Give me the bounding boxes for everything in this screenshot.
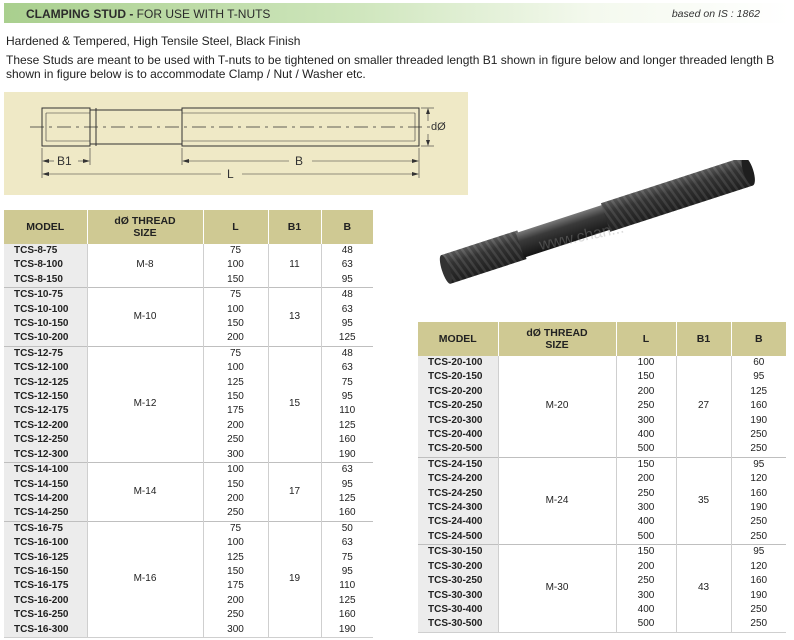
length-cell: 400	[616, 603, 676, 617]
model-cell: TCS-20-400	[418, 428, 498, 442]
table-row	[418, 356, 786, 370]
model-cell: TCS-14-200	[4, 492, 87, 506]
label-l: L	[227, 167, 234, 181]
usage-description: These Studs are meant to be used with T-nuts to be tightened on smaller threaded length B1 shown in figure below and longer threaded length B shown in figure below is to accommodate Clamp / Nut / Washer etc.	[6, 53, 775, 81]
b-cell: 190	[731, 589, 786, 603]
b-cell: 75	[321, 551, 373, 565]
thread-size-cell: M-24	[498, 457, 616, 544]
model-cell: TCS-24-500	[418, 530, 498, 545]
length-cell: 150	[203, 565, 268, 579]
model-cell: TCS-10-200	[4, 331, 87, 346]
model-cell: TCS-16-175	[4, 579, 87, 593]
length-cell: 100	[203, 303, 268, 317]
b1-cell: 35	[676, 457, 731, 544]
table-row	[418, 545, 786, 560]
model-cell: TCS-12-175	[4, 404, 87, 418]
col-header-b: B	[321, 210, 373, 244]
model-cell: TCS-14-250	[4, 506, 87, 521]
b1-cell: 43	[676, 545, 731, 632]
length-cell: 100	[203, 361, 268, 375]
length-cell: 150	[616, 545, 676, 560]
b-cell: 250	[731, 515, 786, 529]
length-cell: 150	[203, 390, 268, 404]
b-cell: 250	[731, 428, 786, 442]
model-cell: TCS-12-200	[4, 419, 87, 433]
length-cell: 200	[203, 419, 268, 433]
b-cell: 125	[321, 419, 373, 433]
thread-size-cell: M-16	[87, 521, 203, 637]
stud-diagram	[4, 92, 468, 195]
length-cell: 500	[616, 442, 676, 457]
photo-watermark: www.chan...	[537, 219, 626, 255]
model-cell: TCS-8-100	[4, 258, 87, 272]
b-cell: 250	[731, 603, 786, 617]
thread-size-cell: M-12	[87, 346, 203, 462]
thread-size-cell: M-30	[498, 545, 616, 632]
model-cell: TCS-10-150	[4, 317, 87, 331]
b-cell: 48	[321, 244, 373, 258]
b-cell: 120	[731, 560, 786, 574]
table-row	[418, 457, 786, 472]
b-cell: 190	[731, 501, 786, 515]
label-diameter: dØ	[431, 121, 446, 133]
length-cell: 125	[203, 551, 268, 565]
model-cell: TCS-12-150	[4, 390, 87, 404]
model-cell: TCS-30-200	[418, 560, 498, 574]
b-cell: 50	[321, 521, 373, 536]
b1-cell: 17	[268, 463, 321, 522]
model-cell: TCS-24-250	[418, 487, 498, 501]
thread-size-cell: M-8	[87, 244, 203, 288]
table-row	[4, 521, 373, 536]
b-cell: 125	[321, 492, 373, 506]
model-cell: TCS-12-75	[4, 346, 87, 361]
label-b: B	[295, 154, 304, 168]
length-cell: 100	[203, 463, 268, 478]
title-main: CLAMPING STUD -	[26, 7, 134, 21]
model-cell: TCS-16-150	[4, 565, 87, 579]
b-cell: 250	[731, 530, 786, 545]
model-cell: TCS-12-250	[4, 433, 87, 447]
length-cell: 500	[616, 530, 676, 545]
length-cell: 200	[616, 560, 676, 574]
b-cell: 63	[321, 258, 373, 272]
b1-cell: 13	[268, 288, 321, 347]
b-cell: 48	[321, 288, 373, 303]
b-cell: 190	[321, 623, 373, 638]
length-cell: 75	[203, 346, 268, 361]
model-cell: TCS-24-400	[418, 515, 498, 529]
length-cell: 75	[203, 244, 268, 258]
length-cell: 200	[203, 331, 268, 346]
length-cell: 250	[616, 487, 676, 501]
length-cell: 150	[203, 478, 268, 492]
length-cell: 300	[616, 501, 676, 515]
length-cell: 200	[203, 492, 268, 506]
col-header-l: L	[203, 210, 268, 244]
thread-size-cell: M-20	[498, 356, 616, 457]
length-cell: 200	[616, 472, 676, 486]
model-cell: TCS-12-125	[4, 376, 87, 390]
model-cell: TCS-12-300	[4, 448, 87, 463]
b-cell: 160	[731, 574, 786, 588]
model-cell: TCS-8-75	[4, 244, 87, 258]
model-cell: TCS-20-300	[418, 414, 498, 428]
length-cell: 500	[616, 617, 676, 632]
length-cell: 150	[616, 457, 676, 472]
b1-cell: 15	[268, 346, 321, 462]
b-cell: 63	[321, 463, 373, 478]
table-row	[4, 244, 373, 258]
length-cell: 300	[616, 414, 676, 428]
b-cell: 63	[321, 536, 373, 550]
b-cell: 160	[321, 506, 373, 521]
b-cell: 125	[321, 331, 373, 346]
model-cell: TCS-30-400	[418, 603, 498, 617]
length-cell: 150	[203, 317, 268, 331]
b-cell: 110	[321, 579, 373, 593]
b1-cell: 27	[676, 356, 731, 457]
length-cell: 300	[203, 623, 268, 638]
model-cell: TCS-24-200	[418, 472, 498, 486]
model-cell: TCS-16-100	[4, 536, 87, 550]
b-cell: 190	[731, 414, 786, 428]
table-row	[4, 463, 373, 478]
length-cell: 300	[203, 448, 268, 463]
col-header-l: L	[616, 322, 676, 356]
length-cell: 100	[203, 258, 268, 272]
col-header-model: MODEL	[4, 210, 87, 244]
length-cell: 150	[616, 370, 676, 384]
model-cell: TCS-30-500	[418, 617, 498, 632]
table-row	[4, 288, 373, 303]
b-cell: 95	[731, 457, 786, 472]
length-cell: 100	[203, 536, 268, 550]
length-cell: 400	[616, 428, 676, 442]
b1-cell: 19	[268, 521, 321, 637]
model-cell: TCS-10-75	[4, 288, 87, 303]
model-cell: TCS-16-200	[4, 594, 87, 608]
length-cell: 175	[203, 404, 268, 418]
length-cell: 150	[203, 273, 268, 288]
b-cell: 160	[321, 433, 373, 447]
model-cell: TCS-14-100	[4, 463, 87, 478]
length-cell: 100	[616, 356, 676, 370]
spec-table-right	[418, 322, 786, 633]
spec-table-left	[4, 210, 373, 638]
b-cell: 190	[321, 448, 373, 463]
model-cell: TCS-8-150	[4, 273, 87, 288]
model-cell: TCS-20-200	[418, 385, 498, 399]
thread-size-cell: M-10	[87, 288, 203, 347]
model-cell: TCS-16-125	[4, 551, 87, 565]
b-cell: 95	[321, 317, 373, 331]
col-header-model: MODEL	[418, 322, 498, 356]
b-cell: 110	[321, 404, 373, 418]
b-cell: 160	[731, 399, 786, 413]
b-cell: 95	[731, 545, 786, 560]
model-cell: TCS-30-150	[418, 545, 498, 560]
label-b1: B1	[57, 154, 72, 168]
length-cell: 250	[616, 399, 676, 413]
b-cell: 95	[321, 390, 373, 404]
b-cell: 125	[731, 385, 786, 399]
stud-photo	[418, 160, 773, 285]
length-cell: 250	[203, 433, 268, 447]
length-cell: 125	[203, 376, 268, 390]
length-cell: 75	[203, 521, 268, 536]
b-cell: 63	[321, 361, 373, 375]
length-cell: 200	[203, 594, 268, 608]
model-cell: TCS-20-100	[418, 356, 498, 370]
b-cell: 95	[321, 478, 373, 492]
material-description: Hardened & Tempered, High Tensile Steel, Black Finish	[6, 34, 301, 48]
col-header-b1: B1	[268, 210, 321, 244]
b-cell: 250	[731, 442, 786, 457]
b-cell: 60	[731, 356, 786, 370]
length-cell: 75	[203, 288, 268, 303]
model-cell: TCS-20-150	[418, 370, 498, 384]
model-cell: TCS-14-150	[4, 478, 87, 492]
col-header-thread: dØ THREAD SIZE	[498, 322, 616, 356]
length-cell: 200	[616, 385, 676, 399]
length-cell: 250	[203, 506, 268, 521]
model-cell: TCS-24-150	[418, 457, 498, 472]
model-cell: TCS-24-300	[418, 501, 498, 515]
b-cell: 160	[321, 608, 373, 622]
b-cell: 63	[321, 303, 373, 317]
b-cell: 95	[731, 370, 786, 384]
model-cell: TCS-16-250	[4, 608, 87, 622]
model-cell: TCS-30-300	[418, 589, 498, 603]
length-cell: 250	[203, 608, 268, 622]
model-cell: TCS-20-250	[418, 399, 498, 413]
col-header-b1: B1	[676, 322, 731, 356]
b-cell: 75	[321, 376, 373, 390]
b-cell: 125	[321, 594, 373, 608]
model-cell: TCS-12-100	[4, 361, 87, 375]
b-cell: 48	[321, 346, 373, 361]
title-suffix: FOR USE WITH T-NUTS	[133, 7, 271, 21]
model-cell: TCS-16-300	[4, 623, 87, 638]
length-cell: 175	[203, 579, 268, 593]
b-cell: 160	[731, 487, 786, 501]
b-cell: 250	[731, 617, 786, 632]
length-cell: 300	[616, 589, 676, 603]
model-cell: TCS-16-75	[4, 521, 87, 536]
table-row	[4, 346, 373, 361]
col-header-thread: dØ THREAD SIZE	[87, 210, 203, 244]
length-cell: 250	[616, 574, 676, 588]
model-cell: TCS-10-100	[4, 303, 87, 317]
thread-size-cell: M-14	[87, 463, 203, 522]
page-title	[26, 7, 270, 21]
col-header-b: B	[731, 322, 786, 356]
length-cell: 400	[616, 515, 676, 529]
b1-cell: 11	[268, 244, 321, 288]
b-cell: 95	[321, 273, 373, 288]
b-cell: 120	[731, 472, 786, 486]
model-cell: TCS-20-500	[418, 442, 498, 457]
standard-reference: based on IS : 1862	[671, 8, 760, 20]
b-cell: 95	[321, 565, 373, 579]
header-bar	[4, 3, 790, 23]
model-cell: TCS-30-250	[418, 574, 498, 588]
